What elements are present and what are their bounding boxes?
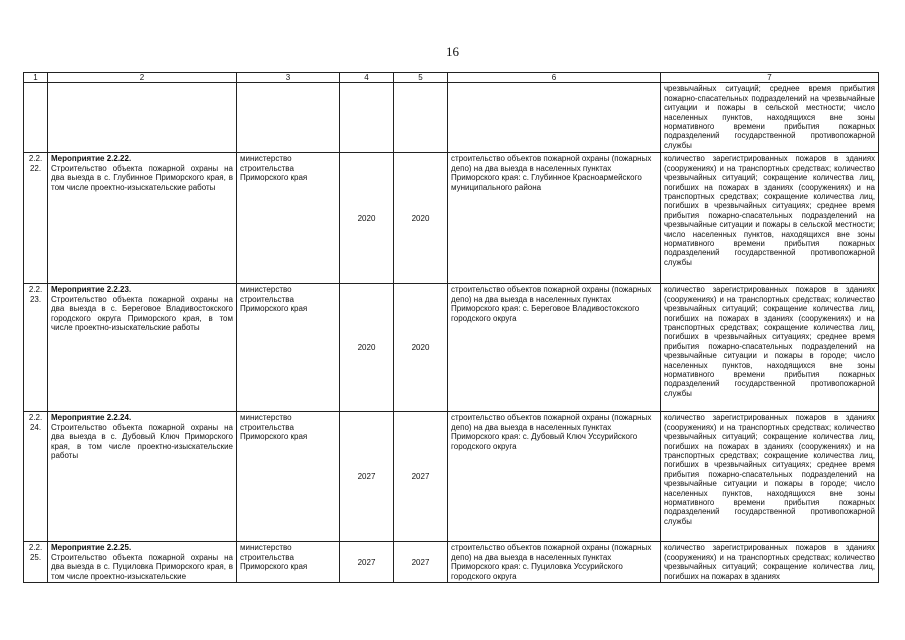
executor: министерство строительства Приморского края xyxy=(237,153,340,284)
row-number: 2.2. 22. xyxy=(24,153,48,284)
executor: министерство строительства Приморского края xyxy=(237,412,340,542)
page-number: 16 xyxy=(446,44,459,59)
expected-result: строительство объектов пожарной охраны (пожарных депо) на два выезда в населенных пунктах Приморского края: с. Дубовый Ключ Уссурийского городского округа xyxy=(448,412,661,542)
end-year: 2020 xyxy=(394,284,448,412)
row-number: 2.2. 25. xyxy=(24,542,48,583)
measure-title: Мероприятие 2.2.25. xyxy=(51,543,132,553)
table-row xyxy=(24,542,879,583)
start-year: 2027 xyxy=(340,412,394,542)
row-number: 2.2. 23. xyxy=(24,284,48,412)
measure-description: Строительство объекта пожарной охраны на два выезда в с. Береговое Владивостокского городского округа Приморского края, в том числе проектно-изыскательские работы xyxy=(51,294,233,333)
start-year: 2020 xyxy=(340,284,394,412)
measure-description: Строительство объекта пожарной охраны на два выезда в с. Дубовый Ключ Приморского края, в том числе проектно-изыскательские работы xyxy=(51,422,233,461)
column-number-row xyxy=(24,73,879,83)
measure-title: Мероприятие 2.2.22. xyxy=(51,154,132,164)
table-row xyxy=(24,412,879,542)
executor: министерство строительства Приморского края xyxy=(237,284,340,412)
col-header-5: 5 xyxy=(394,73,448,83)
table-row xyxy=(24,284,879,412)
col-header-6: 6 xyxy=(448,73,661,83)
col-header-1: 1 xyxy=(24,73,48,83)
indicators: количество зарегистрированных пожаров в зданиях (сооружениях) и на транспортных средствах; количество чрезвычайных ситуаций; сокращение количества лиц, погибших на пожарах в зданиях xyxy=(664,543,875,581)
col-header-3: 3 xyxy=(237,73,340,83)
end-year: 2027 xyxy=(394,412,448,542)
col-header-7: 7 xyxy=(661,73,879,83)
expected-result: строительство объектов пожарной охраны (пожарных депо) на два выезда в населенных пунктах Приморского края: с. Пуциловка Уссурийского городского округа xyxy=(448,542,661,583)
start-year: 2020 xyxy=(340,153,394,284)
expected-result: строительство объектов пожарной охраны (пожарных депо) на два выезда в населенных пунктах Приморского края: с. Береговое Владивостокского городского округа xyxy=(448,284,661,412)
indicators: количество зарегистрированных пожаров в зданиях (сооружениях) и на транспортных средствах; количество чрезвычайных ситуаций; сокращение количества лиц, погибших на пожарах в зданиях (сооружениях) и на транспортных средствах; сокращение количества лиц, погибших в чрезвычайных ситуациях; среднее время прибытия пожарно-спасательных подразделений на чрезвычайные ситуации и пожары в сельской местности; число населенных пунктов, находящихся вне зоны нормативного времени прибытия пожарных подразделений государственной противопожарной службы xyxy=(664,154,875,267)
table-row xyxy=(24,153,879,284)
col-header-4: 4 xyxy=(340,73,394,83)
measures-table xyxy=(23,72,879,583)
continuation-row xyxy=(24,83,879,153)
measure-description: Строительство объекта пожарной охраны на два выезда в с. Глубинное Приморского края, в том числе проектно-изыскательские работы xyxy=(51,163,233,192)
continuation-indicators: чрезвычайных ситуаций; среднее время прибытия пожарно-спасательных подразделений на чрезвычайные ситуации и пожары в сельской местности; число населенных пунктов, находящихся вне зоны нормативного времени прибытия пожарных подразделений государственной противопожарной службы xyxy=(664,84,875,150)
end-year: 2027 xyxy=(394,542,448,583)
indicators: количество зарегистрированных пожаров в зданиях (сооружениях) и на транспортных средствах; количество чрезвычайных ситуаций; сокращение количества лиц, погибших на пожарах в зданиях (сооружениях) и на транспортных средствах; сокращение количества лиц, погибших в чрезвычайных ситуациях; среднее время прибытия пожарно-спасательных подразделений на чрезвычайные ситуации и пожары в городе; число населенных пунктов, находящихся вне зоны нормативного времени прибытия пожарных подразделений государственной противопожарной службы xyxy=(664,285,875,398)
measure-description: Строительство объекта пожарной охраны на два выезда в с. Пуциловка Приморского края, в том числе проектно-изыскательские xyxy=(51,552,233,581)
measure-title: Мероприятие 2.2.24. xyxy=(51,413,132,423)
col-header-2: 2 xyxy=(48,73,237,83)
expected-result: строительство объектов пожарной охраны (пожарных депо) на два выезда в населенных пунктах Приморского края: с. Глубинное Красноармейского муниципального района xyxy=(448,153,661,284)
end-year: 2020 xyxy=(394,153,448,284)
executor: министерство строительства Приморского края xyxy=(237,542,340,583)
measure-title: Мероприятие 2.2.23. xyxy=(51,285,132,295)
indicators: количество зарегистрированных пожаров в зданиях (сооружениях) и на транспортных средствах; количество чрезвычайных ситуаций; сокращение количества лиц, погибших на пожарах в зданиях (сооружениях) и на транспортных средствах; сокращение количества лиц, погибших в чрезвычайных ситуациях; среднее время прибытия пожарно-спасательных подразделений на чрезвычайные ситуации и пожары в городе; число населенных пунктов, находящихся вне зоны нормативного времени прибытия пожарных подразделений государственной противопожарной службы xyxy=(664,413,875,526)
row-number: 2.2. 24. xyxy=(24,412,48,542)
start-year: 2027 xyxy=(340,542,394,583)
